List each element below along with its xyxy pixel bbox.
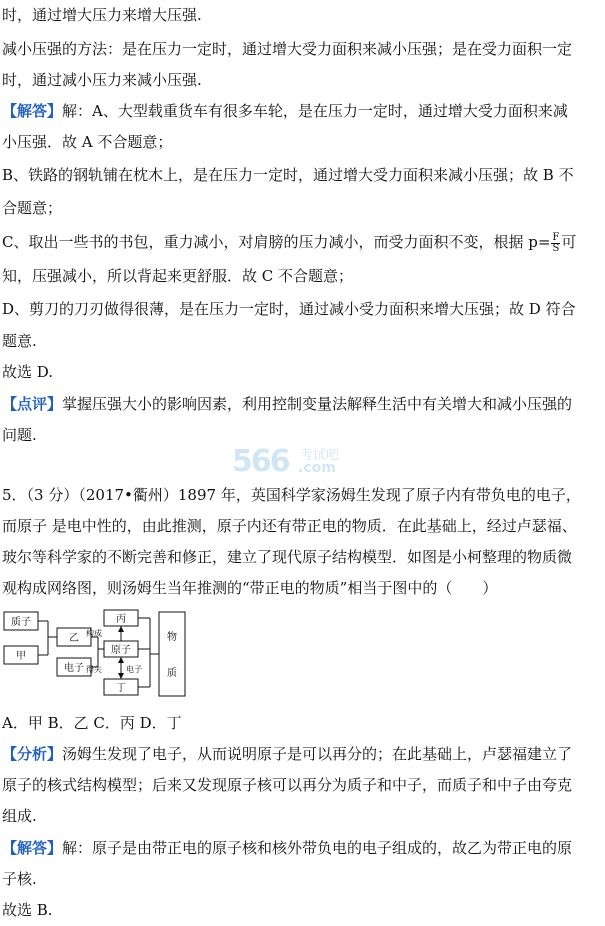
text: 玻尔等科学家的不断完善和修正，建立了现代原子结构模型．如图是小柯整理的物质微 xyxy=(2,548,573,566)
section-tag: 【解答】 xyxy=(2,839,63,857)
fraction-numerator: F xyxy=(552,231,560,243)
text: 解：A、大型载重货车有很多车轮，是在压力一定时，通过增大受力面积来减 xyxy=(62,102,568,120)
text: 时，通过减小压力来减小压强. xyxy=(2,71,202,89)
section-tag: 【解答】 xyxy=(2,102,63,120)
line-0 xyxy=(2,4,202,26)
text: 组成. xyxy=(2,807,37,825)
line-3 xyxy=(2,100,568,122)
text: 而原子 是电中性的，由此推测，原子内还有带正电的物质．在此基础上，经过卢瑟福、 xyxy=(2,517,577,535)
line-23 xyxy=(2,868,37,890)
line-17 xyxy=(2,577,497,599)
label-ding: 丁 xyxy=(116,683,126,694)
text: 题意. xyxy=(2,332,37,350)
watermark-text: 考试吧 xyxy=(300,448,340,463)
text: 故选 D. xyxy=(2,363,54,381)
label-jia: 甲 xyxy=(16,651,26,662)
text: 知，压强减小，所以背起来更舒服．故 C 不合题意； xyxy=(2,267,354,285)
watermark-logo xyxy=(232,442,382,482)
label-gain-lose: 得失 xyxy=(86,665,102,674)
section-tag: 【分析】 xyxy=(2,745,63,763)
text: 问题. xyxy=(2,426,37,444)
text: 减小压强的方法：是在压力一定时，通过增大受力面积来减小压强；是在受力面积一定 xyxy=(2,40,573,58)
text: C、取出一些书的书包，重力减小，对肩膀的压力减小，而受力面积不变，根据 p= xyxy=(2,233,551,251)
line-22 xyxy=(2,837,572,859)
text: 汤姆生发现了电子，从而说明原子是可以再分的；在此基础上，卢瑟福建立了 xyxy=(62,745,573,763)
line-4 xyxy=(2,131,172,153)
line-12 xyxy=(2,393,572,415)
line-14 xyxy=(2,484,581,506)
section-tag: 【点评】 xyxy=(2,395,63,413)
line-7 xyxy=(2,231,576,253)
line-10 xyxy=(2,330,37,352)
line-15 xyxy=(2,515,577,537)
line-21 xyxy=(2,805,37,827)
text: 解：原子是由带正电的原子核和核外带负电的电子组成的，故乙为带正电的原 xyxy=(62,839,573,857)
text: 掌握压强大小的影响因素，利用控制变量法解释生活中有关增大和减小压强的 xyxy=(62,395,573,413)
box-matter xyxy=(159,612,185,696)
text: 5．（3 分）（2017•衢州）1897 年，英国科学家汤姆生发现了原子内有带负电的电子， xyxy=(2,486,581,504)
text: 子核. xyxy=(2,870,37,888)
watermark-number: 566 xyxy=(232,444,289,479)
label-compose: 构成 xyxy=(86,629,102,638)
line-16 xyxy=(2,546,572,568)
text: 故选 B. xyxy=(2,901,53,919)
label-bing: 丙 xyxy=(116,614,126,625)
text: 合题意； xyxy=(2,199,63,217)
line-9 xyxy=(2,298,576,320)
text: 时，通过增大压力来增大压强. xyxy=(2,6,202,24)
label-matter-1: 物 xyxy=(167,632,177,643)
text: D、剪刀的刀刃做得很薄，是在压力一定时，通过减小受力面积来增大压强；故 D 符合 xyxy=(2,300,576,318)
line-1 xyxy=(2,38,572,60)
line-11 xyxy=(2,361,53,383)
line-19 xyxy=(2,743,572,765)
label-proton: 质子 xyxy=(11,617,31,628)
watermark-domain: .com xyxy=(298,460,336,476)
label-electron: 电子 xyxy=(64,663,84,674)
line-13 xyxy=(2,424,37,446)
line-8 xyxy=(2,265,353,287)
text: 小压强．故 A 不合题意； xyxy=(2,133,173,151)
line-20 xyxy=(2,774,572,796)
answer-options: A．甲 B．乙 C．丙 D．丁 xyxy=(2,714,182,732)
line-6 xyxy=(2,197,62,219)
fraction-denominator: S xyxy=(552,242,560,254)
label-matter-2: 质 xyxy=(167,668,177,679)
label-electron-small: 电子 xyxy=(126,665,142,674)
formula-fraction xyxy=(551,233,560,254)
line-18 xyxy=(2,712,182,734)
text: 可 xyxy=(561,233,577,251)
text: 原子的核式结构模型；后来又发现原子核可以再分为质子和中子，而质子和中子由夸克 xyxy=(2,776,573,794)
line-24 xyxy=(2,899,53,921)
text: B、铁路的钢轨铺在枕木上，是在压力一定时，通过增大受力面积来减小压强；故 B 不 xyxy=(2,166,574,184)
line-5 xyxy=(2,164,574,186)
label-atom: 原子 xyxy=(111,645,131,656)
line-2 xyxy=(2,69,202,91)
text: 观构成网络图，则汤姆生当年推测的“带正电的物质”相当于图中的（ ） xyxy=(2,579,498,597)
label-yi: 乙 xyxy=(69,633,79,644)
matter-structure-diagram xyxy=(2,606,192,702)
